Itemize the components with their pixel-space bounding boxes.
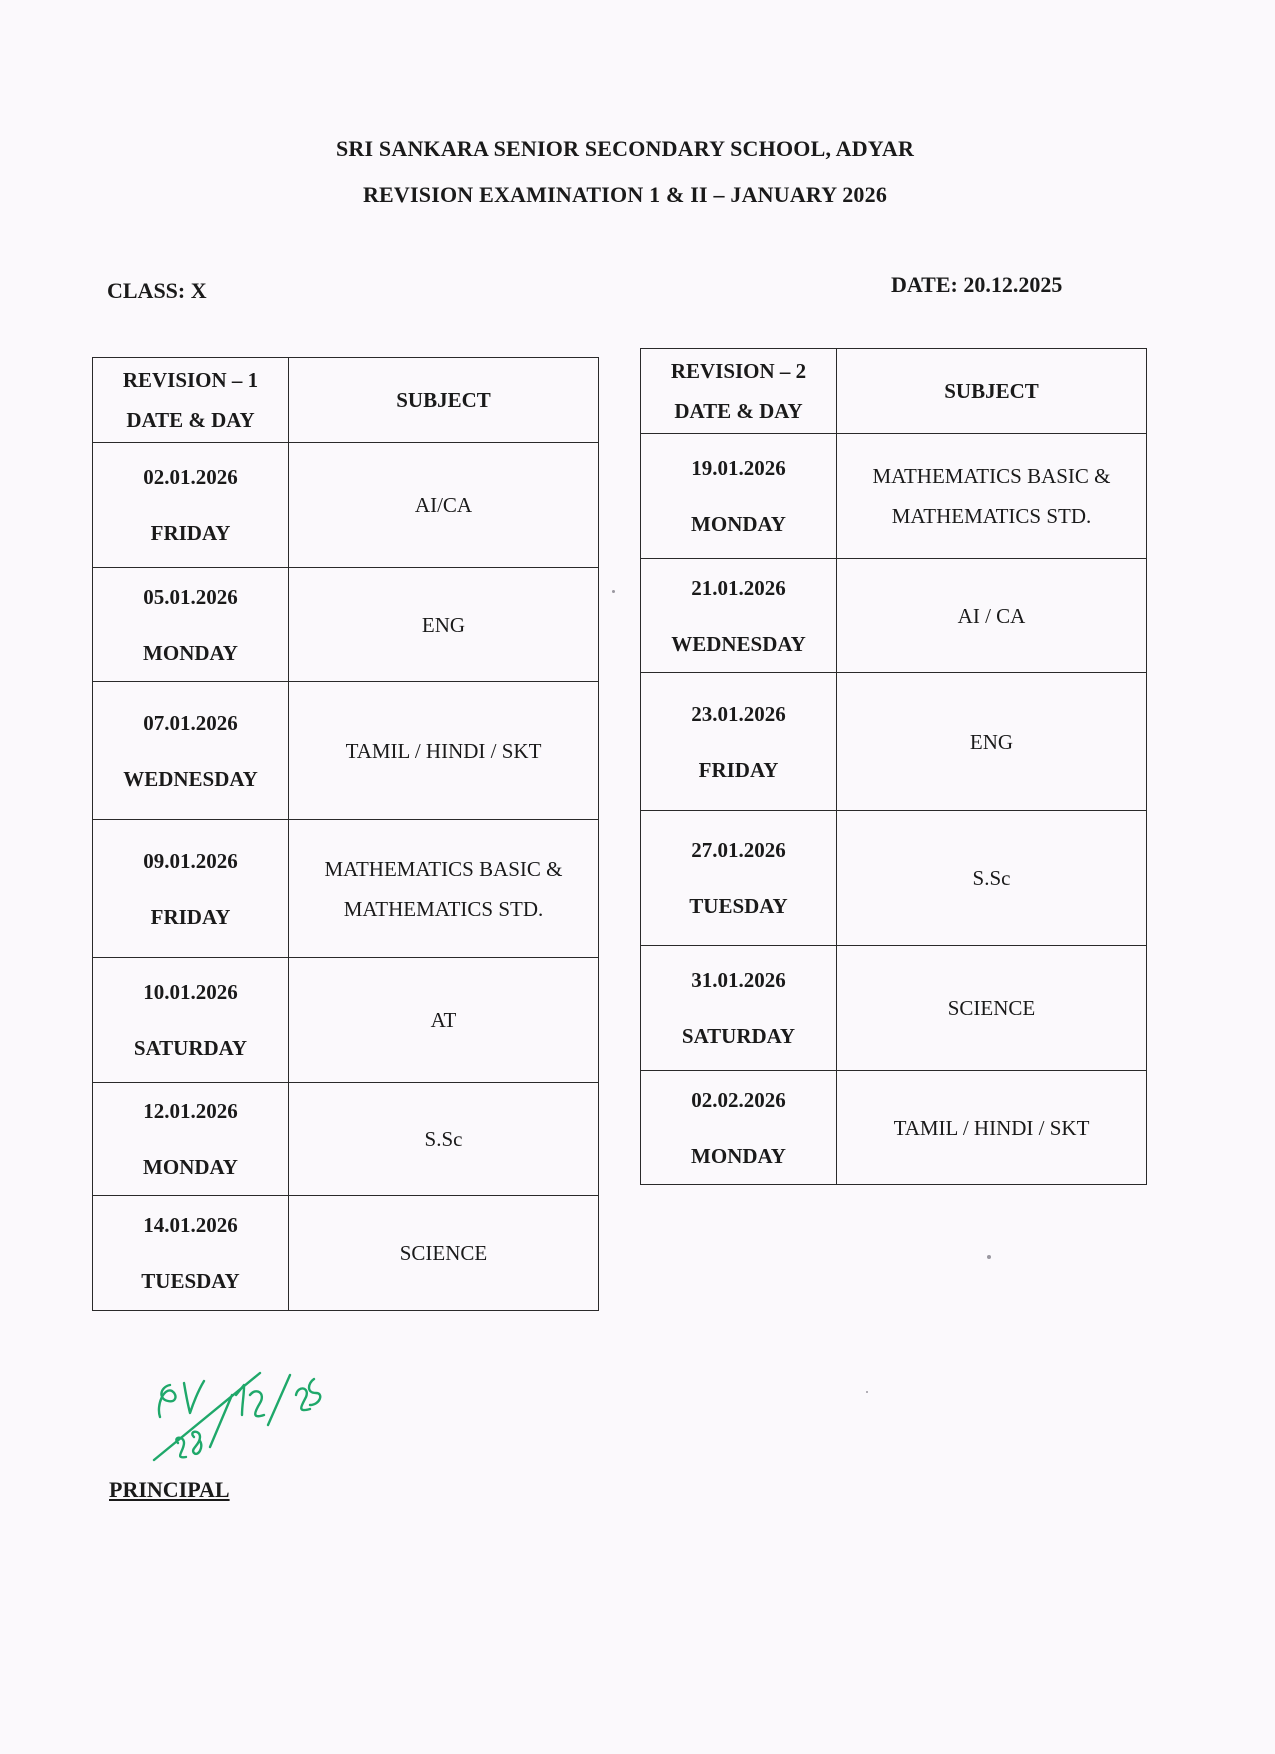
scan-speck — [612, 590, 615, 593]
subject-cell — [289, 820, 599, 958]
date-day-cell — [93, 1196, 289, 1311]
subject-line: MATHEMATICS STD. — [891, 504, 1092, 528]
subject-cell: TAMIL / HINDI / SKT — [837, 1071, 1147, 1185]
exam-day: WEDNESDAY — [123, 766, 258, 791]
exam-day: WEDNESDAY — [671, 631, 806, 656]
exam-date: 31.01.2026 — [691, 968, 786, 992]
subject-cell: TAMIL / HINDI / SKT — [289, 682, 599, 820]
subject-cell: AT — [289, 958, 599, 1083]
exam-day: SATURDAY — [681, 1024, 796, 1048]
date-day-cell — [93, 568, 289, 682]
scan-speck — [866, 1391, 868, 1393]
exam-day: TUESDAY — [689, 894, 788, 918]
exam-day: MONDAY — [691, 1143, 786, 1168]
exam-date: 12.01.2026 — [143, 1099, 238, 1123]
exam-day: MONDAY — [691, 512, 786, 536]
exam-day: TUESDAY — [141, 1269, 240, 1293]
subject-cell: S.Sc — [289, 1083, 599, 1196]
table-row — [93, 443, 599, 568]
school-name: SRI SANKARA SENIOR SECONDARY SCHOOL, ADYAR — [335, 136, 915, 161]
subject-cell: AI/CA — [289, 443, 599, 568]
date-day-cell — [641, 811, 837, 946]
date-day-label: DATE & DAY — [126, 408, 255, 432]
principal-signature — [150, 1365, 325, 1485]
subject-cell: ENG — [837, 673, 1147, 811]
revision-1-table — [92, 357, 599, 1311]
table-row — [93, 958, 599, 1083]
date-day-cell — [641, 559, 837, 673]
subject-cell: SCIENCE — [837, 946, 1147, 1071]
exam-date: 23.01.2026 — [691, 701, 786, 726]
subject-line: MATHEMATICS BASIC & — [324, 856, 563, 881]
table-row — [641, 673, 1147, 811]
subject-cell — [837, 434, 1147, 559]
table-header-row — [93, 358, 599, 443]
subject-cell: S.Sc — [837, 811, 1147, 946]
exam-title: REVISION EXAMINATION 1 & II – JANUARY 2026 — [362, 182, 888, 207]
exam-day: SATURDAY — [133, 1036, 248, 1060]
exam-date: 09.01.2026 — [143, 848, 238, 873]
revision-2-table — [640, 348, 1147, 1185]
table-row — [641, 811, 1147, 946]
exam-date: 19.01.2026 — [691, 456, 786, 480]
date-day-cell — [641, 946, 837, 1071]
exam-day: MONDAY — [143, 1155, 238, 1179]
date-day-cell — [93, 1083, 289, 1196]
table-row — [93, 1196, 599, 1311]
subject-cell: ENG — [289, 568, 599, 682]
exam-date: 02.01.2026 — [143, 465, 238, 489]
date-day-cell — [93, 443, 289, 568]
subject-cell: SCIENCE — [289, 1196, 599, 1311]
date-day-cell — [641, 673, 837, 811]
exam-day: MONDAY — [143, 640, 238, 665]
date-day-cell — [93, 958, 289, 1083]
exam-date: 21.01.2026 — [691, 575, 786, 600]
date-day-cell — [641, 434, 837, 559]
table-row — [641, 559, 1147, 673]
date-day-cell — [641, 1071, 837, 1185]
revision-label: REVISION – 1 — [122, 368, 259, 392]
table-row — [641, 946, 1147, 1071]
exam-day: FRIDAY — [698, 757, 779, 782]
table-row — [93, 820, 599, 958]
table-row — [93, 568, 599, 682]
subject-line: MATHEMATICS STD. — [343, 896, 544, 921]
exam-day: FRIDAY — [150, 904, 231, 929]
exam-date: 10.01.2026 — [143, 980, 238, 1004]
exam-date: 14.01.2026 — [143, 1213, 238, 1237]
subject-header: SUBJECT — [289, 358, 599, 443]
date-day-header — [641, 349, 837, 434]
subject-line: MATHEMATICS BASIC & — [872, 464, 1111, 488]
exam-date: 27.01.2026 — [691, 838, 786, 862]
exam-date: 02.02.2026 — [691, 1087, 786, 1112]
table-row — [641, 434, 1147, 559]
date-day-cell — [93, 682, 289, 820]
scan-speck — [987, 1255, 991, 1259]
class-label: CLASS: X — [107, 278, 207, 303]
date-day-label: DATE & DAY — [674, 399, 803, 423]
table-header-row — [641, 349, 1147, 434]
revision-label: REVISION – 2 — [670, 359, 807, 383]
issue-date-label: DATE: 20.12.2025 — [891, 272, 1063, 297]
exam-date: 05.01.2026 — [143, 584, 238, 609]
subject-cell: AI / CA — [837, 559, 1147, 673]
table-row — [641, 1071, 1147, 1185]
date-day-cell — [93, 820, 289, 958]
table-row — [93, 1083, 599, 1196]
subject-header: SUBJECT — [837, 349, 1147, 434]
date-day-header — [93, 358, 289, 443]
exam-day: FRIDAY — [150, 521, 231, 545]
table-row — [93, 682, 599, 820]
principal-label: PRINCIPAL — [109, 1477, 230, 1502]
exam-date: 07.01.2026 — [143, 710, 238, 735]
